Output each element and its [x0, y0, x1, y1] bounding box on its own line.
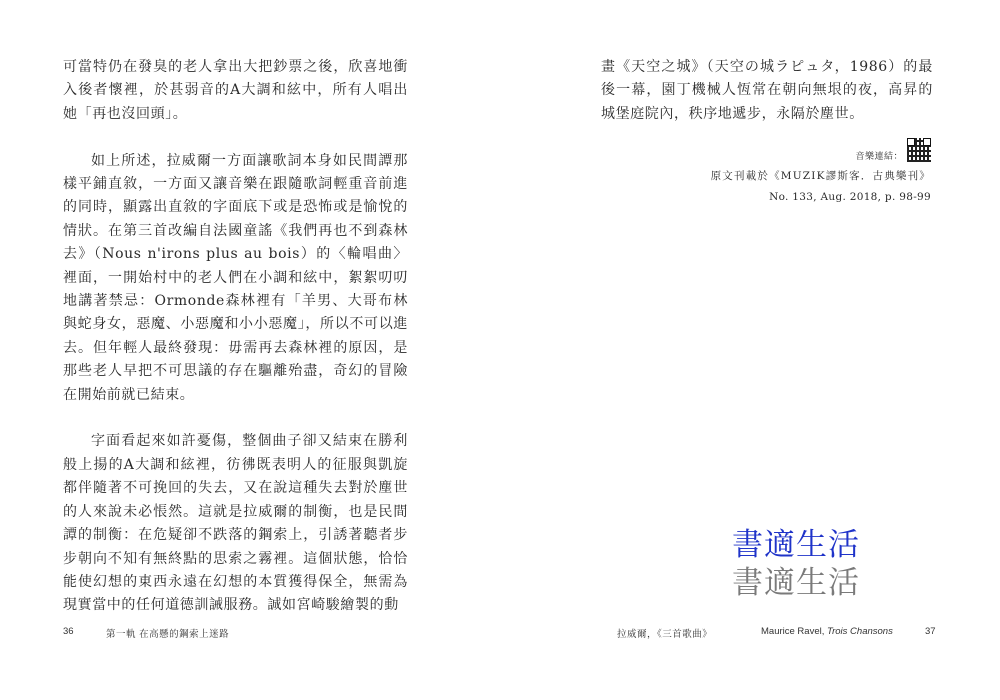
brand-logo-blue: 書適生活 — [732, 527, 860, 563]
composer-name: Maurice Ravel, — [761, 626, 827, 637]
right-page — [500, 0, 1000, 700]
running-header-piece-chinese: 拉威爾，《三首歌曲》 — [617, 629, 713, 640]
music-link-label: 音樂連結： — [855, 152, 903, 162]
running-header-piece-english — [761, 626, 893, 637]
page-number-left: 36 — [63, 626, 74, 637]
right-body-text — [601, 56, 933, 126]
music-link — [855, 138, 931, 162]
paragraph-2: 如上所述，拉威爾一方面讓歌詞本身如民間譚那樣平鋪直敘，一方面又讓音樂在跟隨歌詞輕重音前進的同時，顯露出直敘的字面底下或是恐怖或是愉悅的情狀。在第三首改編自法國童謠《我們再也不到森林去》（Nous n'irons plus au bois）的〈輪唱曲〉裡面，一開始村中的老人們在小調和絃中，絮絮叨叨地講著禁忌：Ormonde森林裡有「羊男、大哥布林與蛇身女，惡魔、小惡魔和小小惡魔」，所以不可以進去。但年輕人最終發現：毋需再去森林裡的原因，是那些老人早把不可思議的存在驅離殆盡，奇幻的冒險在開始前就已結束。 — [63, 152, 408, 403]
paragraph-1: 可當特仍在發臭的老人拿出大把鈔票之後，欣喜地衝入後者懷裡，於甚弱音的A大調和絃中，所有人唱出她「再也沒回頭」。 — [63, 59, 408, 122]
source-issue: No. 133, Aug. 2018, p. 98-99 — [769, 191, 931, 203]
left-body-text — [63, 56, 408, 618]
paragraph-continued: 畫《天空之城》（天空の城ラピュタ，1986）的最後一幕，園丁機械人恆常在朝向無垠的夜，高昇的城堡庭院內，秩序地遞步，永隔於塵世。 — [601, 59, 933, 122]
piece-title: Trois Chansons — [827, 626, 893, 637]
running-header-chapter: 第一軌 在高懸的鋼索上迷路 — [106, 629, 230, 640]
brand-logo-gray: 書適生活 — [732, 565, 860, 601]
page-number-right: 37 — [925, 626, 936, 637]
source-credit: 原文刊載於《MUZIK謬斯客．古典樂刊》 — [710, 170, 931, 182]
qr-code-icon[interactable] — [907, 138, 931, 162]
paragraph-3: 字面看起來如許憂傷，整個曲子卻又結束在勝利般上揚的A大調和絃裡，彷彿既表明人的征服與凱旋都伴隨著不可挽回的失去，又在說這種失去對於塵世的人來說未必悵然。這就是拉威爾的制衡，也是民間譚的制衡：在危疑卻不跌落的鋼索上，引誘著聽者步步朝向不知有無終點的思索之霧裡。這個狀態，恰恰能使幻想的東西永遠在幻想的本質獲得保全，無需為現實當中的任何道德訓誡服務。誠如宮崎駿繪製的動 — [63, 433, 408, 614]
